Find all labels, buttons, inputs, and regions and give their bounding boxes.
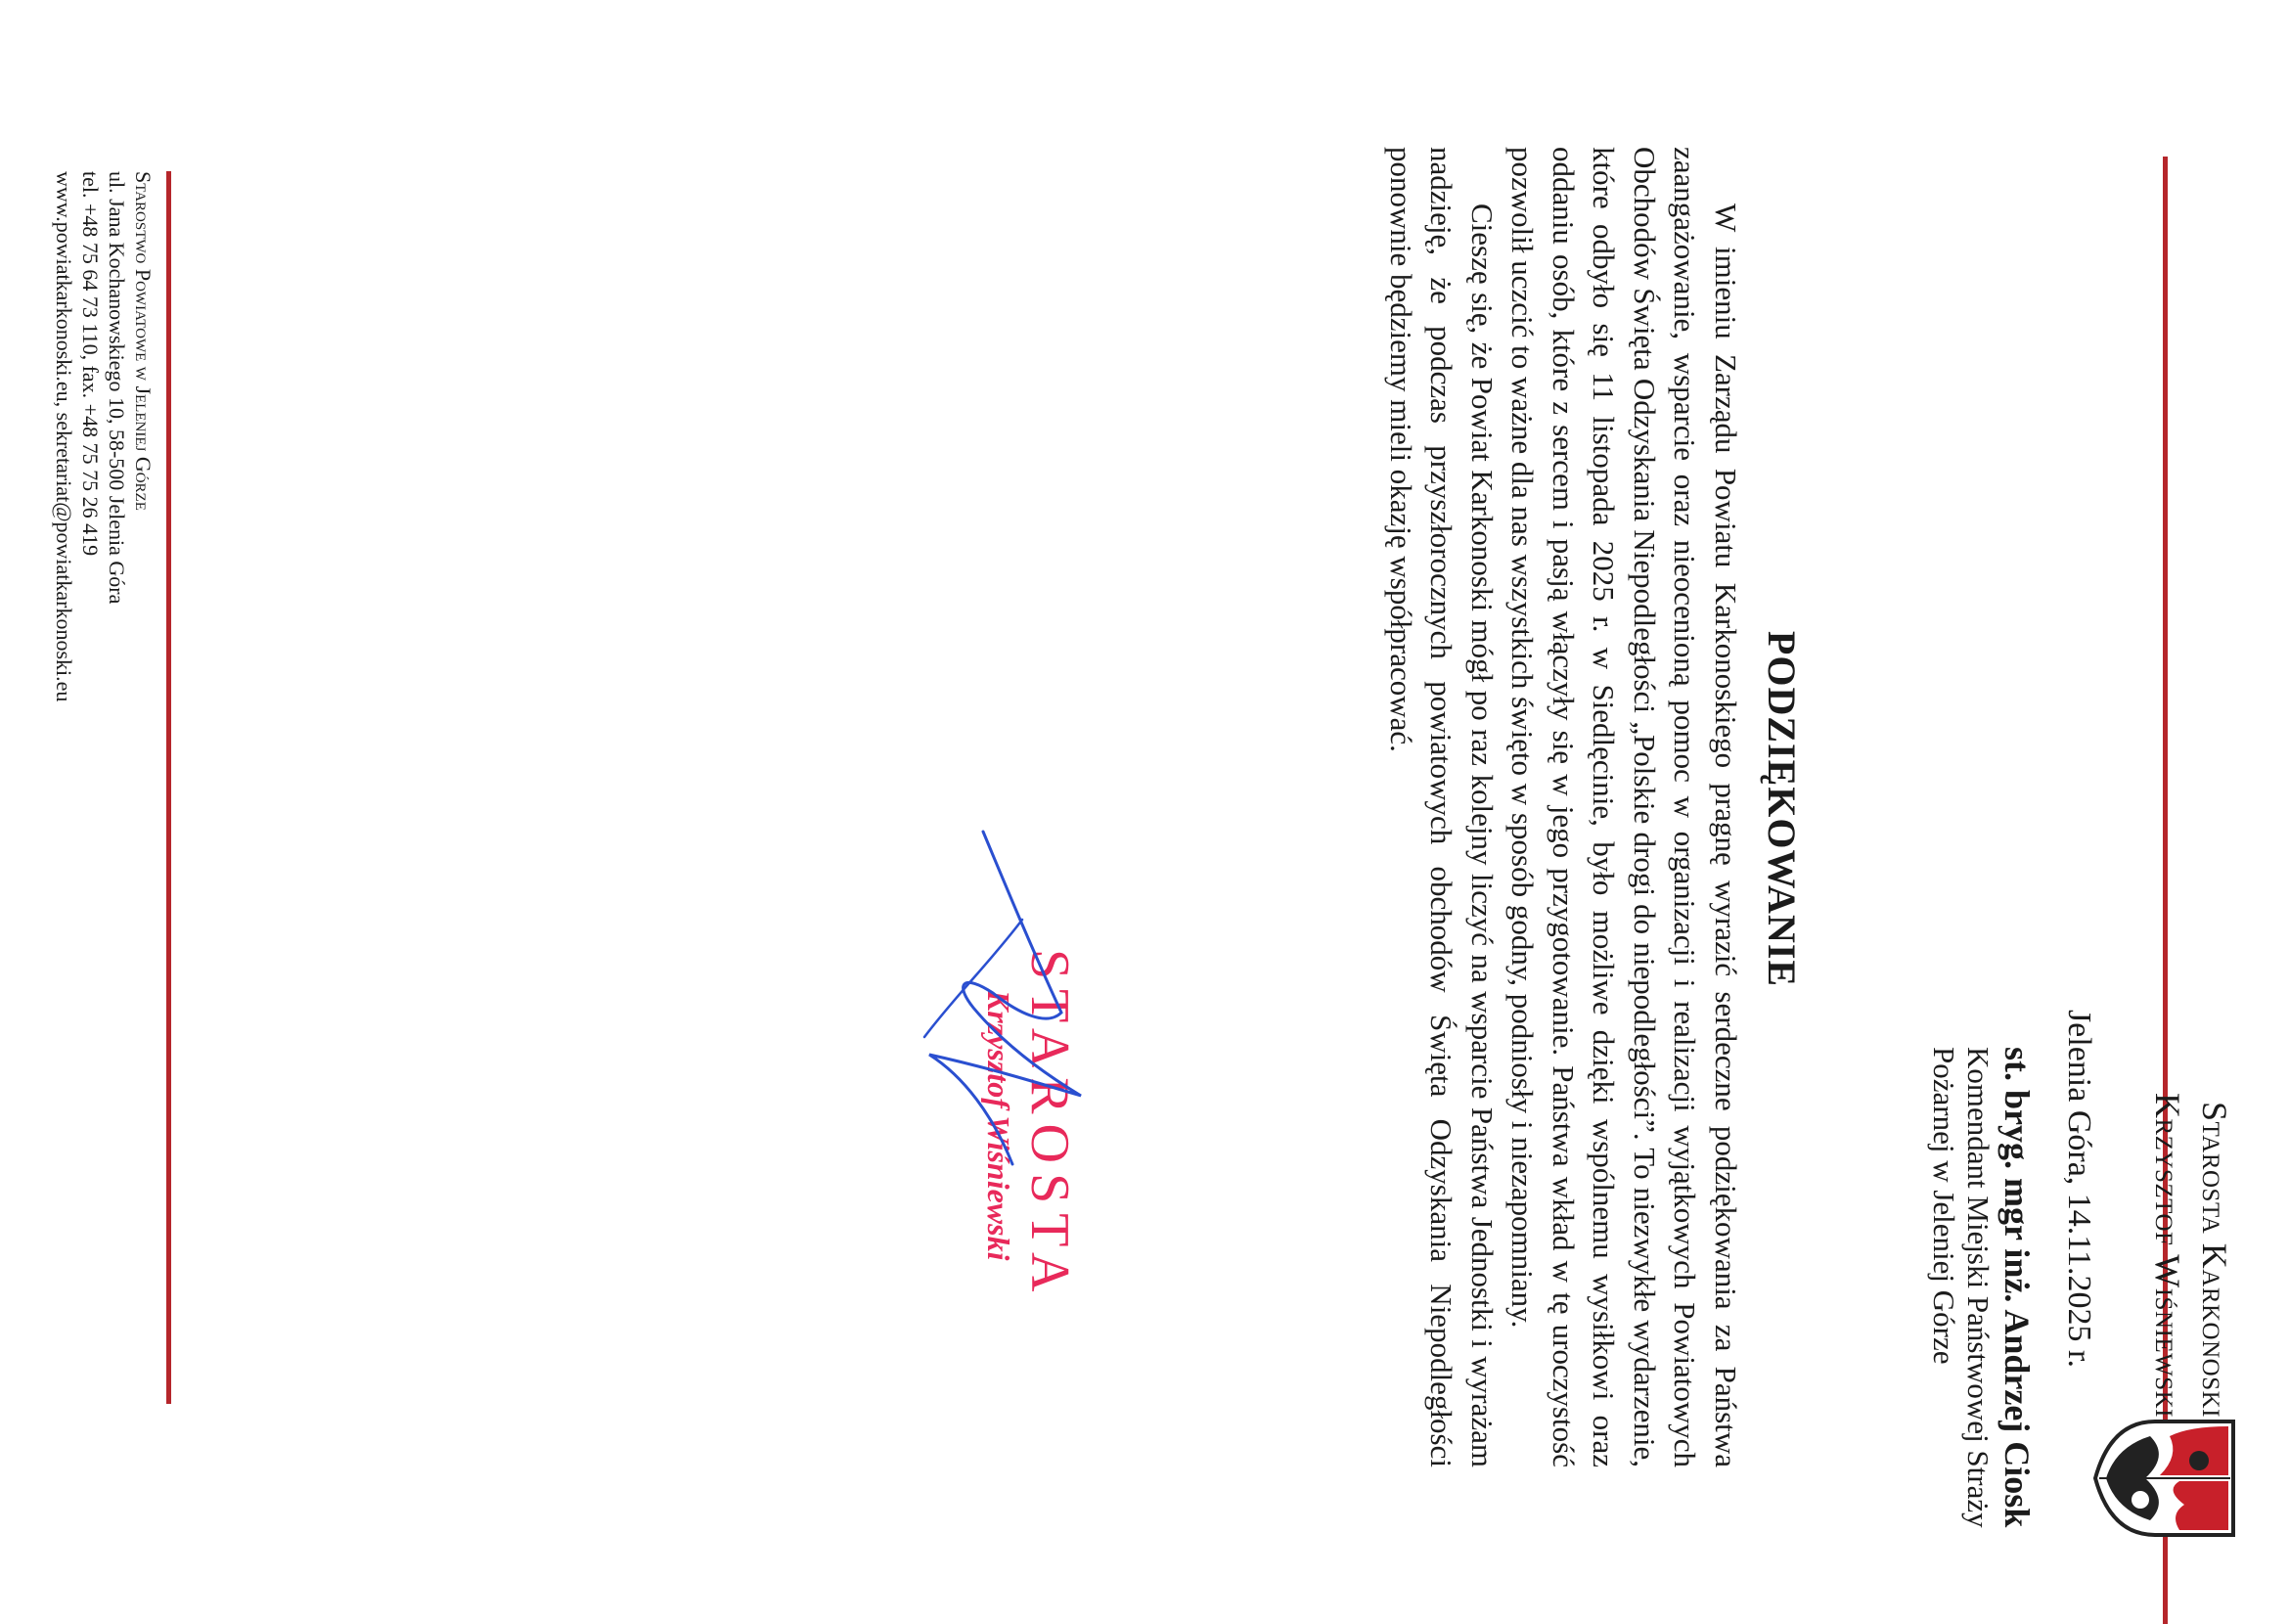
body-paragraph: Cieszę się, że Powiat Karkonoski mógł po raz kolejny liczyć na wsparcie Państwa Jednostki i wyrażam nadzieję, że podczas przyszłorocznych powiatowych obchodów Święta Odzyskania Niepodległości ponownie będziemy mieli okazję współpracować. (1384, 147, 1500, 1467)
stamp-name: Krzysztof Wiśniewski (981, 989, 1016, 1261)
office-holder: Krzysztof Wiśniewski (2148, 1092, 2187, 1418)
letter-body (1381, 147, 1747, 1467)
recipient-position-cont: Pożarnej w Jeleniej Górze (1927, 1047, 1961, 1365)
recipient-position: Komendant Miejski Państwowej Straży (1961, 1047, 1996, 1528)
footer-address: ul. Jana Kochanowskiego 10, 58-500 Jelenia Góra (105, 171, 129, 605)
handwritten-signature (905, 802, 1100, 1174)
footer-divider (166, 171, 171, 1404)
footer-institution: Starostwo Powiatowe w Jeleniej Górze (131, 171, 156, 511)
recipient-block (1927, 1047, 2039, 1528)
office-heading (2144, 1093, 2238, 1418)
footer-contact (51, 171, 157, 701)
stamp-title: STAROSTA (1019, 949, 1080, 1302)
recipient-name: st. bryg. mgr inż. Andrzej Ciosk (1997, 1047, 2037, 1528)
document-title: PODZIĘKOWANIE (1760, 630, 1804, 988)
footer-web-email: www.powiatkarkonoski.eu, sekretariat@powiatkarkonoski.eu (52, 171, 76, 702)
footer-phone: tel. +48 75 64 73 110, fax. +48 75 75 26 419 (78, 171, 103, 557)
coat-of-arms-icon (2091, 1417, 2238, 1540)
body-paragraph: W imieniu Zarządu Powiatu Karkonoskiego pragnę wyrazić serdeczne podziękowania za Państwa zaangażowanie, wsparcie oraz nieocenioną pomoc w organizacji i realizacji wyjątkowych Powiatowych Obchodów Święta Odzyskania Niepodległości „Polskie drogi do niepodległości”. To niezwykłe wydarzenie, które odbyło się 11 listopada 2025 r. w Siedlęcinie, było możliwe dzięki wspólnemu wysiłkowi oraz oddaniu osób, które z sercem i pasją włączyły się w jego przygotowanie. Państwa wkład w tę uroczystość pozwolił uczcić to ważne dla nas wszystkich święto w sposób godny, podniosły i niezapomniany. (1505, 147, 1743, 1467)
letter-date: Jelenia Góra, 14.11.2025 r. (2061, 1009, 2097, 1368)
office-title: Starosta Karkonoski (2195, 1101, 2234, 1418)
